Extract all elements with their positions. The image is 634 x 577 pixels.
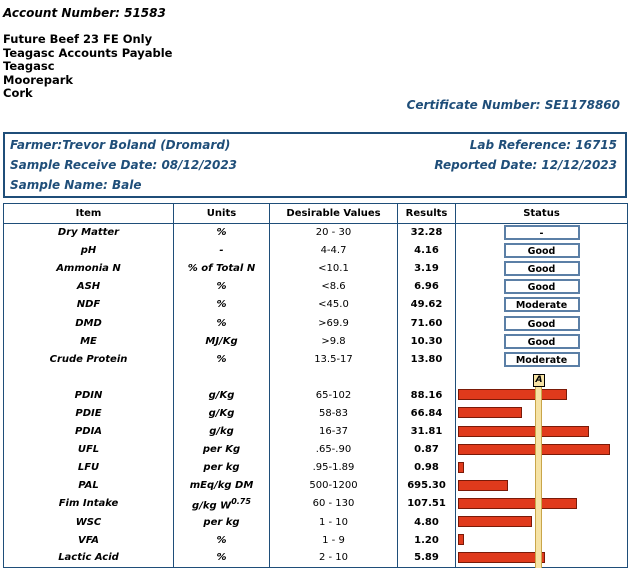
item-cell: ASH xyxy=(4,278,174,296)
desirable-cell: 500-1200 xyxy=(270,477,398,495)
spacer-cell xyxy=(174,368,270,386)
status-cell xyxy=(456,278,628,296)
item-cell: Dry Matter xyxy=(4,224,174,242)
lab-reference: Lab Reference: 16715 xyxy=(469,138,617,152)
result-bar xyxy=(458,498,577,509)
result-cell: 0.87 xyxy=(398,441,456,459)
result-bar xyxy=(458,516,532,527)
item-cell: NDF xyxy=(4,296,174,314)
table-row xyxy=(4,296,628,314)
result-cell: 49.62 xyxy=(398,296,456,314)
spacer-cell xyxy=(270,368,398,386)
unit-text: % of Total N xyxy=(187,263,256,275)
address-line: Future Beef 23 FE Only xyxy=(3,32,153,46)
result-bar xyxy=(458,389,567,400)
result-bar xyxy=(458,426,589,437)
result-cell: 32.28 xyxy=(398,224,456,242)
result-cell: 66.84 xyxy=(398,404,456,422)
table-row xyxy=(4,224,628,242)
item-cell: Ammonia N xyxy=(4,260,174,278)
result-bar xyxy=(458,462,464,473)
status-cell xyxy=(456,350,628,368)
unit-text: g/Kg xyxy=(208,407,235,419)
unit-cell xyxy=(174,296,270,314)
result-cell: 3.19 xyxy=(398,260,456,278)
item-cell: Fim Intake xyxy=(4,495,174,513)
table-row xyxy=(4,260,628,278)
sample-name: Sample Name: Bale xyxy=(10,178,142,192)
spacer-cell xyxy=(4,368,174,386)
unit-text: per kg xyxy=(203,516,240,528)
table-row xyxy=(4,441,628,459)
info-row xyxy=(10,158,617,172)
status-cell xyxy=(456,296,628,314)
unit-cell xyxy=(174,224,270,242)
item-cell: Crude Protein xyxy=(4,350,174,368)
result-bar xyxy=(458,534,464,545)
unit-cell xyxy=(174,386,270,404)
address-line: Moorepark xyxy=(3,72,74,87)
unit-text: % xyxy=(216,353,227,365)
account-number: Account Number: 51583 xyxy=(3,6,166,20)
certificate-number: Certificate Number: SE1178860 xyxy=(406,98,620,112)
table-row xyxy=(4,549,628,567)
spacer-cell xyxy=(398,368,456,386)
desirable-cell: 2 - 10 xyxy=(270,549,398,567)
sample-receive-date: Sample Receive Date: 08/12/2023 xyxy=(10,158,238,172)
desirable-cell: 65-102 xyxy=(270,386,398,404)
desirable-range-guide xyxy=(535,385,542,568)
status-cell xyxy=(456,224,628,242)
desirable-cell: 58-83 xyxy=(270,404,398,422)
unit-cell xyxy=(174,314,270,332)
result-cell: 88.16 xyxy=(398,386,456,404)
unit-cell xyxy=(174,278,270,296)
table-row xyxy=(4,459,628,477)
unit-cell xyxy=(174,332,270,350)
table-row xyxy=(4,332,628,350)
info-row xyxy=(10,138,617,152)
result-cell: 13.80 xyxy=(398,350,456,368)
table-row xyxy=(4,386,628,404)
item-cell: PDIA xyxy=(4,423,174,441)
item-cell: pH xyxy=(4,242,174,260)
unit-text: - xyxy=(219,245,224,257)
status-badge: Moderate xyxy=(504,352,580,367)
desirable-cell: 1 - 9 xyxy=(270,531,398,549)
table-row xyxy=(4,513,628,531)
table-body xyxy=(4,224,628,568)
result-cell: 10.30 xyxy=(398,332,456,350)
result-cell: 0.98 xyxy=(398,459,456,477)
unit-text: g/kg W xyxy=(192,500,232,512)
result-bar xyxy=(458,480,508,491)
address-line: Cork xyxy=(3,86,33,101)
column-header: Units xyxy=(174,204,270,224)
item-cell: VFA xyxy=(4,531,174,549)
table-row xyxy=(4,404,628,422)
item-cell: ME xyxy=(4,332,174,350)
unit-cell xyxy=(174,423,270,441)
item-cell: PDIN xyxy=(4,386,174,404)
desirable-cell: 20 - 30 xyxy=(270,224,398,242)
farmer-name: Farmer:Trevor Boland (Dromard) xyxy=(10,138,231,152)
status-badge: Good xyxy=(504,316,580,331)
table-row xyxy=(4,531,628,549)
status-cell xyxy=(456,314,628,332)
column-header: Results xyxy=(398,204,456,224)
unit-cell xyxy=(174,260,270,278)
result-cell: 107.51 xyxy=(398,495,456,513)
status-badge: Good xyxy=(504,261,580,276)
unit-cell xyxy=(174,531,270,549)
column-header: Status xyxy=(456,204,628,224)
unit-text: % xyxy=(216,317,227,329)
unit-text: % xyxy=(216,552,227,564)
unit-text: % xyxy=(216,281,227,293)
desirable-cell: .95-1.89 xyxy=(270,459,398,477)
unit-text: g/Kg xyxy=(208,389,235,401)
desirable-cell: <45.0 xyxy=(270,296,398,314)
unit-text: mEq/kg DM xyxy=(189,480,254,492)
table-row xyxy=(4,278,628,296)
unit-cell xyxy=(174,495,270,513)
table-header-row xyxy=(4,204,628,224)
range-marker-label: A xyxy=(533,374,545,387)
unit-text: % xyxy=(216,299,227,311)
status-badge: Good xyxy=(504,334,580,349)
column-header: Item xyxy=(4,204,174,224)
column-header: Desirable Values xyxy=(270,204,398,224)
unit-exponent: 0.75 xyxy=(231,496,251,506)
table-row xyxy=(4,495,628,513)
desirable-cell: >9.8 xyxy=(270,332,398,350)
desirable-cell: 4-4.7 xyxy=(270,242,398,260)
result-cell: 1.20 xyxy=(398,531,456,549)
item-cell: Lactic Acid xyxy=(4,549,174,567)
table-row xyxy=(4,350,628,368)
unit-cell xyxy=(174,441,270,459)
status-badge: Moderate xyxy=(504,297,580,312)
desirable-cell: <10.1 xyxy=(270,260,398,278)
item-cell: LFU xyxy=(4,459,174,477)
status-cell xyxy=(456,260,628,278)
desirable-cell: 60 - 130 xyxy=(270,495,398,513)
table-row xyxy=(4,477,628,495)
status-cell xyxy=(456,332,628,350)
unit-text: % xyxy=(216,227,227,239)
address-block xyxy=(3,33,172,101)
result-cell: 695.30 xyxy=(398,477,456,495)
item-cell: WSC xyxy=(4,513,174,531)
unit-text: per kg xyxy=(203,462,240,474)
item-cell: PAL xyxy=(4,477,174,495)
unit-cell xyxy=(174,404,270,422)
desirable-cell: 13.5-17 xyxy=(270,350,398,368)
status-cell xyxy=(456,242,628,260)
desirable-cell: 1 - 10 xyxy=(270,513,398,531)
unit-cell xyxy=(174,242,270,260)
status-badge: - xyxy=(504,225,580,240)
result-cell: 31.81 xyxy=(398,423,456,441)
unit-cell xyxy=(174,350,270,368)
result-bar xyxy=(458,407,522,418)
sample-info-box xyxy=(3,132,627,198)
address-line: Teagasc Accounts Payable xyxy=(3,45,173,60)
info-row xyxy=(10,178,617,192)
desirable-cell: 16-37 xyxy=(270,423,398,441)
unit-cell xyxy=(174,513,270,531)
unit-cell xyxy=(174,477,270,495)
table-row xyxy=(4,242,628,260)
unit-text: MJ/Kg xyxy=(205,335,238,347)
result-cell: 71.60 xyxy=(398,314,456,332)
unit-cell xyxy=(174,549,270,567)
item-cell: UFL xyxy=(4,441,174,459)
item-cell: PDIE xyxy=(4,404,174,422)
result-bar xyxy=(458,444,610,455)
desirable-cell: >69.9 xyxy=(270,314,398,332)
result-cell: 6.96 xyxy=(398,278,456,296)
table-row xyxy=(4,423,628,441)
unit-text: % xyxy=(216,534,227,546)
item-cell: DMD xyxy=(4,314,174,332)
result-cell: 4.16 xyxy=(398,242,456,260)
reported-date: Reported Date: 12/12/2023 xyxy=(434,158,617,172)
desirable-cell: <8.6 xyxy=(270,278,398,296)
result-cell: 5.89 xyxy=(398,549,456,567)
status-badge: Good xyxy=(504,243,580,258)
unit-cell xyxy=(174,459,270,477)
unit-text: per Kg xyxy=(202,444,241,456)
desirable-cell: .65-.90 xyxy=(270,441,398,459)
result-bar xyxy=(458,552,545,563)
address-line: Teagasc xyxy=(3,59,55,74)
unit-text: g/kg xyxy=(209,426,234,438)
status-badge: Good xyxy=(504,279,580,294)
result-cell: 4.80 xyxy=(398,513,456,531)
table-row xyxy=(4,314,628,332)
